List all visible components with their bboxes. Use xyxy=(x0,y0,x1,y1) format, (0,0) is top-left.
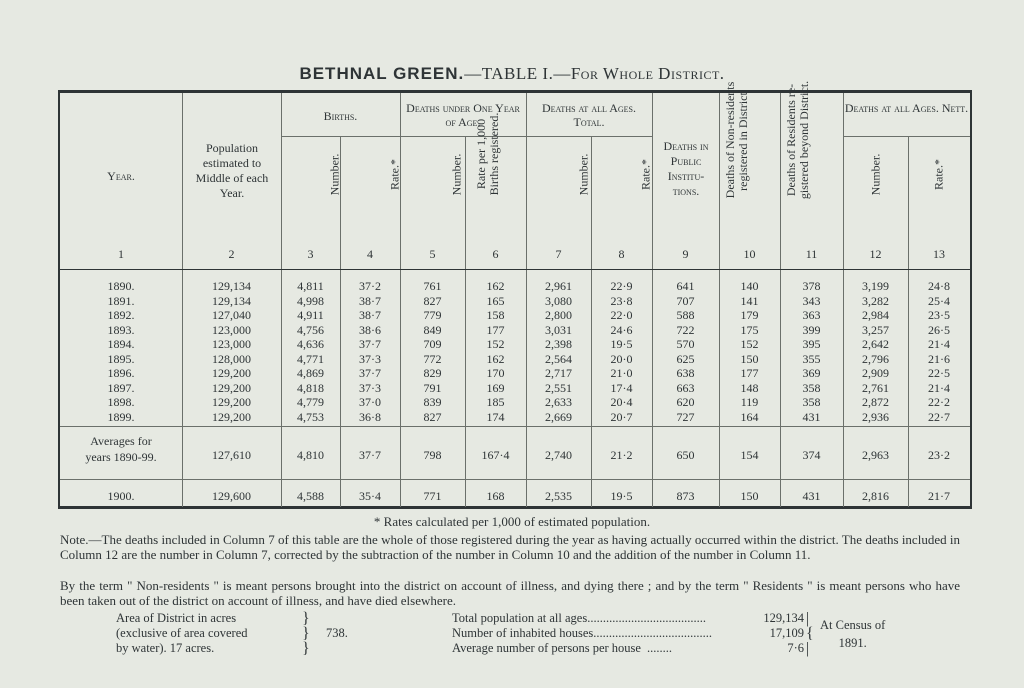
mortality-table xyxy=(58,80,972,509)
infant-rate-cell: 162 xyxy=(486,279,505,293)
births-number-cell: 4,779 xyxy=(297,395,324,409)
nett-rate-average: 23·2 xyxy=(928,448,950,462)
births-number-cell: 4,756 xyxy=(297,322,324,337)
total-deaths-cell: 2,961 xyxy=(545,279,572,293)
population-cell: 129,200 xyxy=(212,409,251,424)
area-line-2: (exclusive of area covered xyxy=(116,626,248,640)
column-number: 8 xyxy=(618,247,625,261)
year-cell: 1895. xyxy=(107,351,135,366)
births-rate-cell: 36·8 xyxy=(359,409,381,424)
column-number: 12 xyxy=(869,247,882,261)
resident-deaths-beyond-cell: 369 xyxy=(802,366,821,380)
births-rate-average: 37·7 xyxy=(359,448,381,462)
infant-deaths-cell: 772 xyxy=(423,351,442,366)
public-institution-deaths-cell: 722 xyxy=(676,322,695,337)
births-number-cell: 4,753 xyxy=(297,409,324,424)
total-deaths-cell: 2,717 xyxy=(545,366,572,380)
births-rate-cell: 37·7 xyxy=(359,337,381,351)
area-block xyxy=(116,611,248,656)
nett-deaths-cell: 3,282 xyxy=(862,293,889,308)
non-resident-deaths-cell: 141 xyxy=(740,293,759,308)
non-resident-deaths-1900: 150 xyxy=(740,489,759,503)
public-institution-deaths-cell: 663 xyxy=(676,380,695,395)
infant-deaths-1900: 771 xyxy=(423,489,442,503)
public-institution-deaths-cell: 727 xyxy=(676,409,695,424)
note-paragraph-1: Note.—The deaths included in Column 7 of this table are the whole of those registered during the year as having actually occurred within the district. The deaths included in Column 12 are the number in Column 7, corrected by the subtraction of the number in Column 10 and the addition of the number in Column 11. xyxy=(60,532,960,562)
total-rate-cell: 20·4 xyxy=(610,395,633,409)
resident-deaths-beyond-cell: 431 xyxy=(802,409,821,424)
nett-rate-cell: 23·5 xyxy=(928,308,950,322)
non-resident-deaths-cell: 140 xyxy=(740,279,759,293)
resident-deaths-beyond-cell: 358 xyxy=(802,380,821,395)
total-deaths-average: 2,740 xyxy=(545,448,572,462)
resident-deaths-beyond-cell: 358 xyxy=(802,395,821,409)
infant-rate-cell: 177 xyxy=(486,322,505,337)
year-cell: 1890. xyxy=(107,279,135,293)
year-cell: 1897. xyxy=(107,380,135,395)
year-cell: 1893. xyxy=(107,322,135,337)
births-rate-cell: 38·7 xyxy=(359,308,381,322)
census-avg-row xyxy=(452,641,804,656)
births-rate-cell: 37·0 xyxy=(359,395,381,409)
public-institution-deaths-1900: 873 xyxy=(676,489,695,503)
nett-rate-cell: 22·7 xyxy=(928,409,950,424)
population-cell: 129,200 xyxy=(212,395,251,409)
infant-rate-cell: 169 xyxy=(486,380,505,395)
census-note-line2: 1891. xyxy=(838,636,867,650)
total-rate-cell: 17·4 xyxy=(610,380,633,395)
leader-dots: ...................................... xyxy=(593,626,713,640)
population-1900: 129,600 xyxy=(212,489,251,503)
nett-deaths-cell: 2,761 xyxy=(862,380,889,395)
year-cell: 1899. xyxy=(107,409,135,424)
header-infant-rate: Rate per 1,000 Births registered. xyxy=(474,112,501,196)
header-year: Year. xyxy=(107,169,135,183)
header-infant-number: Number. xyxy=(449,153,464,196)
nett-deaths-cell: 2,909 xyxy=(862,366,889,380)
population-average: 127,610 xyxy=(212,448,251,462)
census-houses-label: Number of inhabited houses xyxy=(452,626,594,640)
public-institution-deaths-cell: 638 xyxy=(676,366,695,380)
total-rate-cell: 22·0 xyxy=(610,308,633,322)
births-number-average: 4,810 xyxy=(297,448,324,462)
header-total-rate: Rate.* xyxy=(638,159,653,190)
census-brace: | { | xyxy=(806,610,814,657)
non-resident-deaths-cell: 152 xyxy=(740,337,759,351)
footnote: * Rates calculated per 1,000 of estimated population. xyxy=(373,514,651,529)
resident-deaths-beyond-cell: 355 xyxy=(802,351,821,366)
nett-deaths-cell: 2,796 xyxy=(862,351,889,366)
column-number: 13 xyxy=(933,247,945,261)
header-deaths-under-one: Deaths under One Year of Age. xyxy=(406,101,520,129)
total-deaths-1900: 2,535 xyxy=(545,489,572,503)
header-total-number: Number. xyxy=(576,153,591,196)
total-rate-cell: 19·5 xyxy=(610,337,633,351)
population-cell: 123,000 xyxy=(212,337,251,351)
nett-rate-cell: 22·2 xyxy=(928,395,950,409)
header-deaths-all-nett: Deaths at all Ages. Nett. xyxy=(844,101,969,115)
population-cell: 127,040 xyxy=(212,308,251,322)
area-line-3: by water). 17 acres. xyxy=(116,641,215,655)
resident-deaths-beyond-cell: 343 xyxy=(802,293,821,308)
total-rate-cell: 23·8 xyxy=(610,293,633,308)
public-institution-deaths-cell: 588 xyxy=(676,308,695,322)
public-institution-deaths-cell: 641 xyxy=(676,279,695,293)
infant-rate-cell: 170 xyxy=(486,366,505,380)
public-institution-deaths-cell: 625 xyxy=(676,351,695,366)
infant-rate-average: 167·4 xyxy=(481,448,510,462)
nett-rate-cell: 25·4 xyxy=(928,293,950,308)
population-cell: 128,000 xyxy=(212,351,251,366)
header-population: Population estimated to Middle of each Year. xyxy=(195,141,269,200)
header-deaths-public: Deaths in Public Institu- tions. xyxy=(663,139,709,198)
averages-top-rule xyxy=(60,426,970,427)
year1900-top-rule xyxy=(60,479,970,480)
births-number-cell: 4,636 xyxy=(297,337,324,351)
infant-deaths-cell: 849 xyxy=(423,322,442,337)
population-cell: 129,134 xyxy=(212,293,251,308)
non-resident-deaths-average: 154 xyxy=(740,448,759,462)
births-rate-1900: 35·4 xyxy=(359,489,381,503)
births-number-1900: 4,588 xyxy=(297,489,324,503)
nett-rate-cell: 21·4 xyxy=(928,380,950,395)
column-number: 3 xyxy=(307,247,314,261)
nett-deaths-cell: 2,872 xyxy=(862,395,889,409)
births-number-cell: 4,811 xyxy=(297,279,324,293)
infant-rate-cell: 165 xyxy=(486,293,505,308)
resident-deaths-beyond-cell: 378 xyxy=(802,279,821,293)
header-residents-beyond: Deaths of Residents re- gistered beyond District. xyxy=(784,80,811,200)
public-institution-deaths-cell: 620 xyxy=(676,395,695,409)
infant-deaths-cell: 791 xyxy=(423,380,442,395)
nett-deaths-1900: 2,816 xyxy=(862,489,889,503)
census-total-label: Total population at all ages xyxy=(452,611,588,625)
averages-label-line2: years 1890-99. xyxy=(85,450,157,464)
leader-dots: ........ xyxy=(646,641,672,655)
column-number: 9 xyxy=(682,247,689,261)
column-number: 5 xyxy=(429,247,436,261)
nett-rate-1900: 21·7 xyxy=(928,489,950,503)
total-rate-cell: 21·0 xyxy=(610,366,633,380)
births-rate-cell: 37·2 xyxy=(359,279,381,293)
births-rate-cell: 38·7 xyxy=(359,293,381,308)
non-resident-deaths-cell: 150 xyxy=(740,351,759,366)
non-resident-deaths-cell: 148 xyxy=(740,380,759,395)
resident-deaths-beyond-1900: 431 xyxy=(802,489,821,503)
total-deaths-cell: 2,633 xyxy=(545,395,572,409)
averages-label xyxy=(60,433,182,465)
infant-deaths-cell: 827 xyxy=(423,293,442,308)
census-block xyxy=(452,611,804,656)
infant-rate-cell: 162 xyxy=(486,351,505,366)
census-houses-row xyxy=(452,626,804,641)
header-bottom-rule xyxy=(60,269,970,270)
census-note xyxy=(820,616,885,652)
non-resident-deaths-cell: 119 xyxy=(740,395,759,409)
column-number: 6 xyxy=(492,247,499,261)
column-number: 10 xyxy=(743,247,756,261)
nett-rate-cell: 21·4 xyxy=(928,337,950,351)
column-number: 11 xyxy=(805,247,818,261)
resident-deaths-beyond-cell: 395 xyxy=(802,337,821,351)
title-rest: —TABLE I.—For Whole District. xyxy=(464,64,725,83)
title-place: BETHNAL GREEN. xyxy=(299,64,465,83)
area-value: 738. xyxy=(326,626,348,640)
census-houses-value: 17,109 xyxy=(769,626,804,640)
infant-deaths-cell: 839 xyxy=(423,395,442,409)
total-rate-cell: 20·0 xyxy=(610,351,633,366)
column-number: 1 xyxy=(118,247,124,261)
year-1900: 1900. xyxy=(107,489,135,503)
infant-deaths-average: 798 xyxy=(423,448,442,462)
leader-dots: ...................................... xyxy=(587,611,706,625)
nett-deaths-cell: 2,642 xyxy=(862,337,889,351)
total-rate-cell: 24·6 xyxy=(610,322,633,337)
infant-deaths-cell: 709 xyxy=(423,337,442,351)
column-number: 7 xyxy=(555,247,562,261)
header-births-number: Number. xyxy=(327,153,342,196)
header-nett-rate: Rate.* xyxy=(931,159,946,190)
total-deaths-cell: 2,800 xyxy=(545,308,572,322)
nett-rate-cell: 26·5 xyxy=(928,322,950,337)
births-rate-cell: 37·3 xyxy=(359,380,381,395)
nett-rate-cell: 21·6 xyxy=(928,351,950,366)
births-number-cell: 4,911 xyxy=(297,308,324,322)
header-deaths-all-total: Deaths at all Ages. Total. xyxy=(541,101,636,129)
census-total-row xyxy=(452,611,804,626)
infant-rate-cell: 158 xyxy=(486,308,505,322)
infant-rate-1900: 168 xyxy=(486,489,505,503)
births-number-cell: 4,998 xyxy=(297,293,324,308)
year-cell: 1894. xyxy=(107,337,135,351)
averages-label-line1: Averages for xyxy=(90,434,152,448)
infant-deaths-cell: 761 xyxy=(423,279,442,293)
infant-rate-cell: 174 xyxy=(486,409,505,424)
population-cell: 123,000 xyxy=(212,322,251,337)
non-resident-deaths-cell: 164 xyxy=(740,409,759,424)
public-institution-deaths-cell: 570 xyxy=(676,337,695,351)
infant-rate-cell: 152 xyxy=(486,337,505,351)
census-note-line1: At Census of xyxy=(820,618,886,632)
public-institution-deaths-cell: 707 xyxy=(676,293,695,308)
births-number-cell: 4,869 xyxy=(297,366,324,380)
total-rate-1900: 19·5 xyxy=(610,489,633,503)
year-cell: 1896. xyxy=(107,366,135,380)
nett-deaths-cell: 2,984 xyxy=(862,308,889,322)
births-number-cell: 4,818 xyxy=(297,380,324,395)
births-rate-cell: 37·7 xyxy=(359,366,381,380)
nett-deaths-average: 2,963 xyxy=(862,448,889,462)
infant-deaths-cell: 779 xyxy=(423,308,442,322)
non-resident-deaths-cell: 177 xyxy=(740,366,759,380)
total-deaths-cell: 2,398 xyxy=(545,337,572,351)
column-number: 4 xyxy=(367,247,373,261)
nett-deaths-cell: 3,199 xyxy=(862,279,889,293)
census-avg-value: 7·6 xyxy=(787,641,804,655)
header-nett-number: Number. xyxy=(868,153,883,196)
census-total-value: 129,134 xyxy=(763,611,804,625)
year-cell: 1898. xyxy=(107,395,135,409)
header-non-residents: Deaths of Non-residents registered in District. xyxy=(723,81,750,199)
total-deaths-cell: 3,080 xyxy=(545,293,572,308)
year-cell: 1891. xyxy=(107,293,135,308)
infant-deaths-cell: 829 xyxy=(423,366,442,380)
non-resident-deaths-cell: 175 xyxy=(740,322,759,337)
nett-deaths-cell: 3,257 xyxy=(862,322,889,337)
resident-deaths-beyond-average: 374 xyxy=(802,448,821,462)
total-rate-cell: 22·9 xyxy=(610,279,633,293)
nett-rate-cell: 22·5 xyxy=(928,366,950,380)
total-deaths-cell: 2,669 xyxy=(545,409,572,424)
header-births: Births. xyxy=(323,109,358,123)
total-rate-cell: 20·7 xyxy=(610,409,633,424)
nett-rate-cell: 24·8 xyxy=(928,279,950,293)
year-cell: 1892. xyxy=(107,308,135,322)
population-cell: 129,200 xyxy=(212,366,251,380)
nett-deaths-cell: 2,936 xyxy=(862,409,889,424)
table-title xyxy=(0,64,1024,84)
note-paragraph-2: By the term " Non-residents " is meant persons brought into the district on account of illness, and dying there ; and by the term " Residents " is meant persons who have been taken out of the district on account of illness, and have died elsewhere. xyxy=(60,578,960,608)
non-resident-deaths-cell: 179 xyxy=(740,308,759,322)
area-line-1: Area of District in acres xyxy=(116,611,237,625)
infant-deaths-cell: 827 xyxy=(423,409,442,424)
population-cell: 129,200 xyxy=(212,380,251,395)
header-births-rate: Rate.* xyxy=(387,159,402,190)
births-rate-cell: 37·3 xyxy=(359,351,381,366)
infant-rate-cell: 185 xyxy=(486,395,505,409)
total-rate-average: 21·2 xyxy=(610,448,633,462)
area-brace: } } } xyxy=(302,610,310,657)
resident-deaths-beyond-cell: 399 xyxy=(802,322,821,337)
total-deaths-cell: 2,564 xyxy=(545,351,572,366)
resident-deaths-beyond-cell: 363 xyxy=(802,308,821,322)
births-rate-cell: 38·6 xyxy=(359,322,381,337)
total-deaths-cell: 2,551 xyxy=(545,380,572,395)
column-number: 2 xyxy=(228,247,235,261)
total-deaths-cell: 3,031 xyxy=(545,322,572,337)
public-institution-deaths-average: 650 xyxy=(676,448,695,462)
census-avg-label: Average number of persons per house xyxy=(452,641,641,655)
population-cell: 129,134 xyxy=(212,279,251,293)
header-rule xyxy=(843,136,970,137)
births-number-cell: 4,771 xyxy=(297,351,324,366)
